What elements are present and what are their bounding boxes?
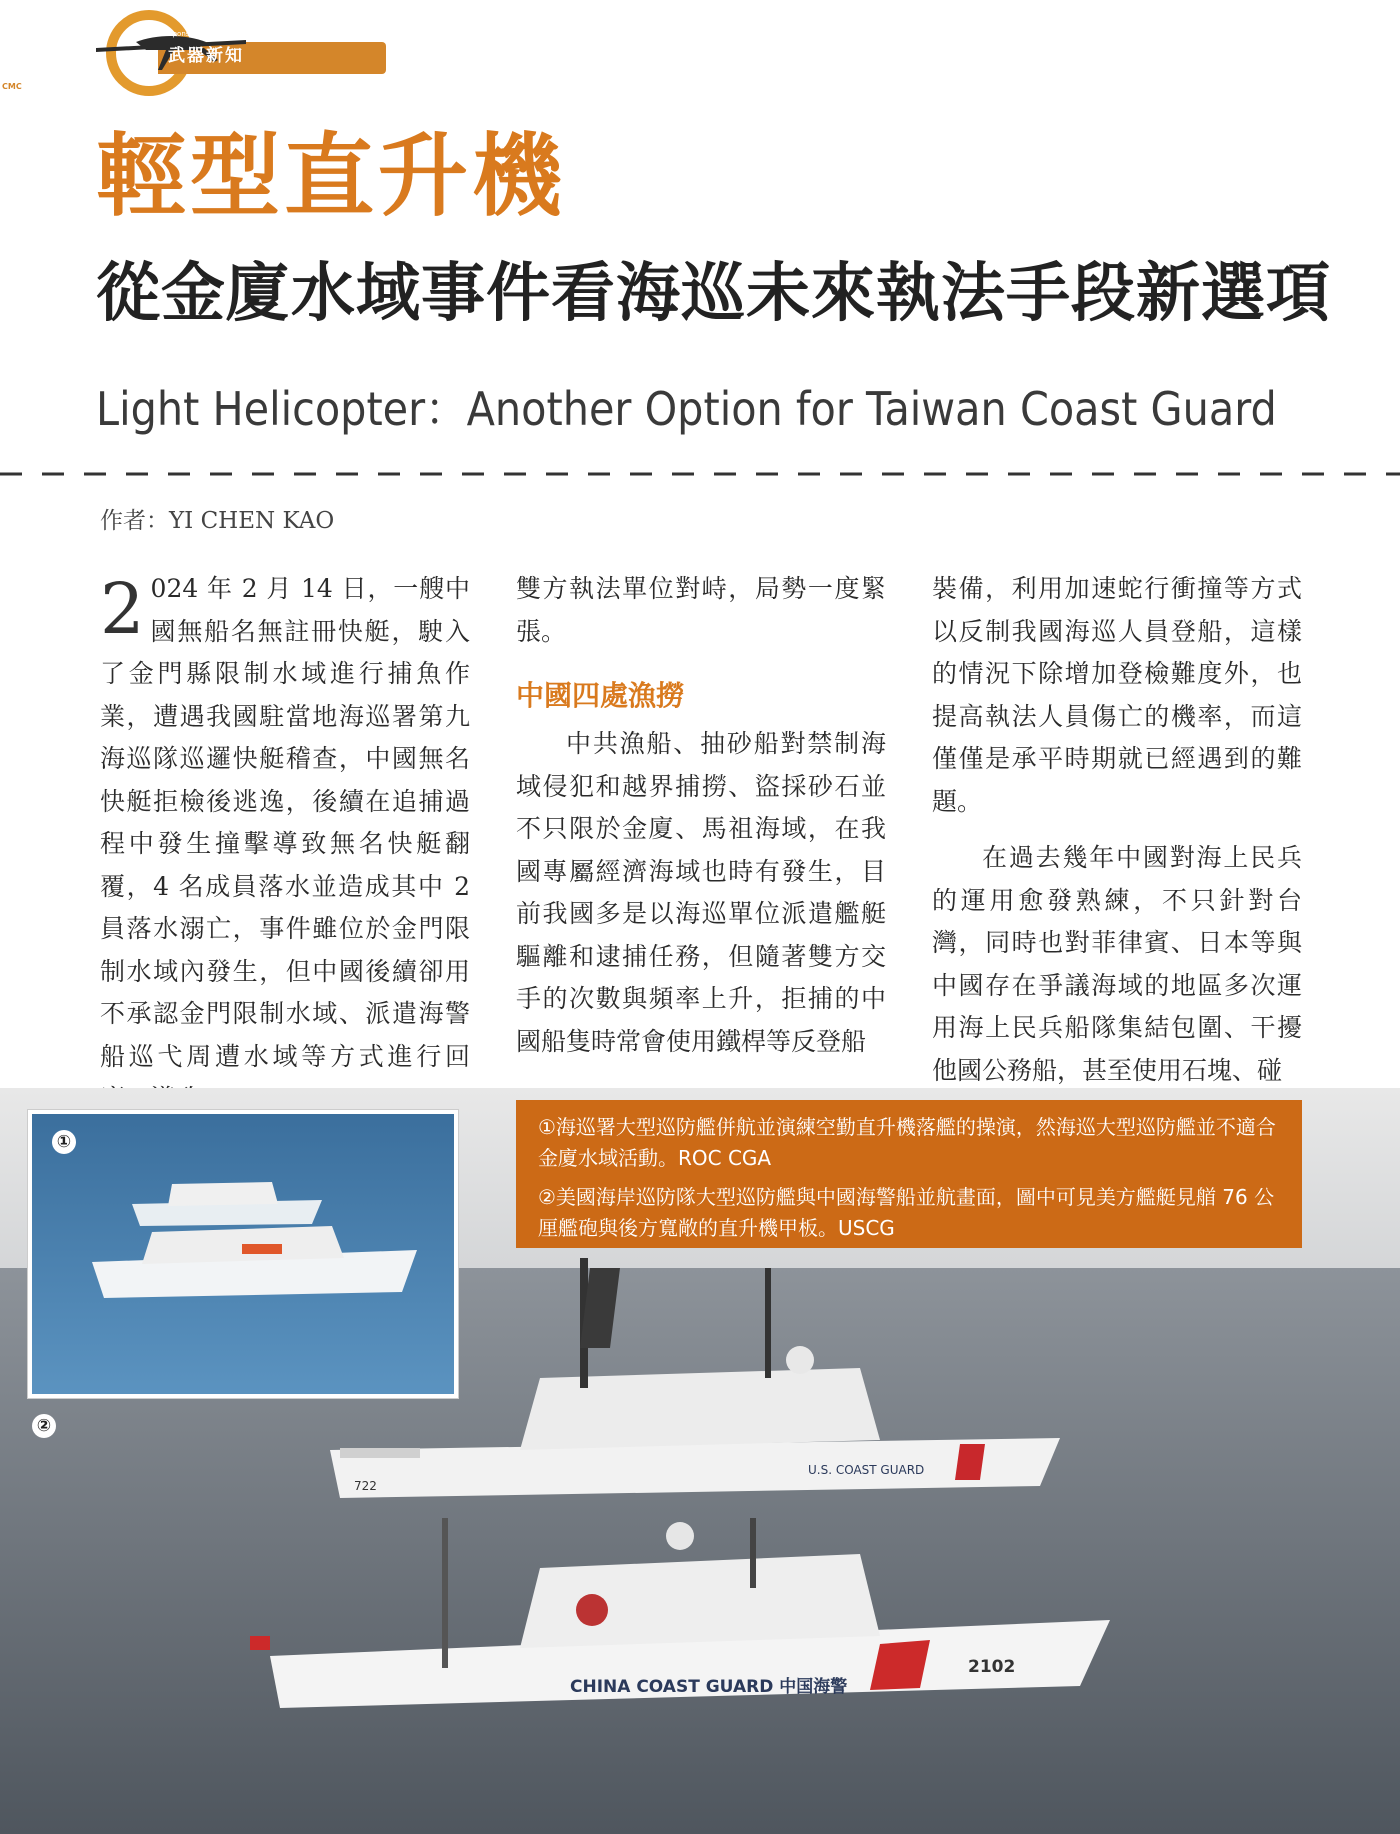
article-column-2 [516,568,886,1063]
caption-1: ①海巡署大型巡防艦併航並演練空勤直升機落艦的操演，然海巡大型巡防艦並不適合金廈水域活動。ROC CGA [538,1115,1276,1170]
caption-box [516,1100,1302,1248]
section-label: 武器新知 [168,46,244,66]
badge-small-text: New Weapons Generation [140,30,231,38]
column-2-paragraph-1: 雙方執法單位對峙，局勢一度緊張。 [516,574,886,646]
us-ship-name: U.S. COAST GUARD [808,1463,925,1477]
page-subtitle: 從金廈水域事件看海巡未來執法手段新選項 [96,257,1331,331]
author-line: 作者：YI CHEN KAO [100,508,335,534]
page-title: 輕型直升機 [96,124,566,229]
column-1-paragraph [100,568,470,1121]
dashed-divider [0,472,1400,476]
figure-number-2: ② [32,1414,56,1438]
cn-ship-hull-number: 2102 [968,1657,1016,1677]
article-column-1 [100,568,470,1121]
column-3-paragraph-2: 在過去幾年中國對海上民兵的運用愈發熟練，不只針對台灣，同時也對菲律賓、日本等與中國存在爭議海域的地區多次運用海上民兵船隊集結包圍、干擾他國公務船，甚至使用石塊、碰 [932,843,1302,1085]
caption-2: ②美國海岸巡防隊大型巡防艦與中國海警船並航畫面，圖中可見美方艦艇見艏 76 公厘艦砲與後方寬敞的直升機甲板。USCG [538,1185,1275,1240]
section-heading: 中國四處漁撈 [516,679,685,712]
article-column-3 [932,568,1302,1092]
cn-ship-name: CHINA COAST GUARD 中国海警 [570,1677,848,1697]
drop-cap: 2 [100,568,145,650]
figure-number-1: ① [52,1130,76,1154]
column-3-paragraph-1: 裝備，利用加速蛇行衝撞等方式以反制我國海巡人員登船，這樣的情況下除增加登檢難度外，也提高執法人員傷亡的機率，而這僅僅是承平時期就已經遇到的難題。 [932,574,1302,816]
inset-photo [32,1114,454,1394]
column-2-paragraph-2: 中共漁船、抽砂船對禁制海域侵犯和越界捕撈、盜採砂石並不只限於金廈、馬祖海域，在我國專屬經濟海域也時有發生，目前我國多是以海巡單位派遣艦艇驅離和逮捕任務，但隨著雙方交手的次數與頻率上升，拒捕的中國船隻時常會使用鐵桿等反登船 [516,729,886,1056]
english-title: Light Helicopter：Another Option for Taiwan Coast Guard [96,382,1277,436]
badge-code: CMC [2,82,22,91]
paragraph-text: 024 年 2 月 14 日，一艘中國無船名無註冊快艇，駛入了金門縣限制水域進行捕魚作業，遭遇我國駐當地海巡署第九海巡隊巡邏快艇稽查，中國無名快艇拒檢後逃逸，後續在追捕過程中發生撞擊導致無名快艇翻覆，4 名成員落水並造成其中 2 員落水溺亡，事件雖位於金門限制水域內發生，但中國後續卻用不承認金門限制水域、派遣海警船巡弋周遭水域等方式進行回 [100,574,470,1071]
us-ship-hull-number: 722 [354,1479,377,1493]
